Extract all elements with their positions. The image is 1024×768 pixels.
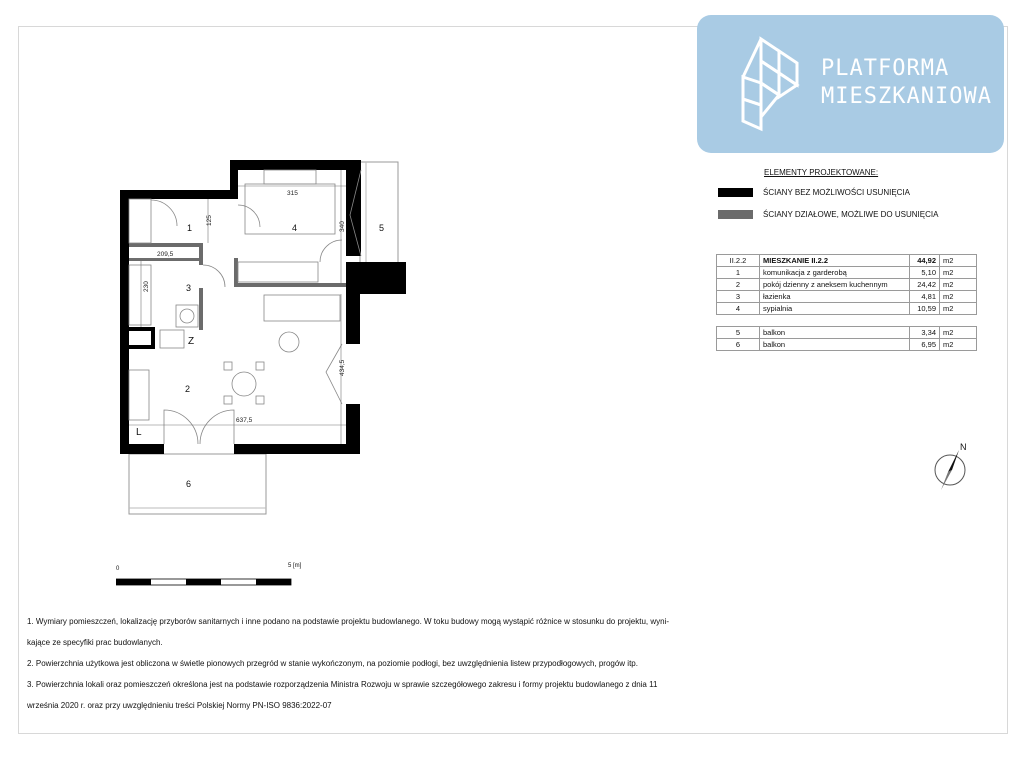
table-row [717, 291, 977, 303]
fixtures [129, 170, 361, 444]
balcony-no: 5 [717, 327, 760, 339]
room-5-label: 5 [379, 223, 385, 233]
apartment-name: MIESZKANIE II.2.2 [760, 255, 910, 267]
unit: m2 [940, 327, 977, 339]
unit: m2 [940, 339, 977, 351]
apartment-area: 44,92 [910, 255, 940, 267]
marker-l: L [136, 427, 142, 438]
balcony-area: 3,34 [910, 327, 940, 339]
dimension-lines [129, 170, 346, 444]
legend-label: ŚCIANY DZIAŁOWE, MOŻLIWE DO USUNIĘCIA [763, 210, 939, 219]
table-row [717, 303, 977, 315]
room-no: 2 [717, 279, 760, 291]
room-6-label: 6 [186, 479, 192, 489]
balcony-6-outline [129, 454, 266, 514]
room-name: komunikacja z garderobą [760, 267, 910, 279]
marker-z: Z [188, 336, 195, 347]
room-no: 1 [717, 267, 760, 279]
table-row [717, 279, 977, 291]
rooms-table [716, 254, 977, 315]
table-header-row [717, 255, 977, 267]
dim-230: 230 [143, 281, 150, 292]
balcony-name: balkon [760, 339, 910, 351]
dim-637-5: 637,5 [236, 417, 253, 424]
note-3b: września 2020 r. oraz przy uwzględnieniu treści Polskiej Normy PN-ISO 9836:2022-07 [27, 701, 332, 710]
unit: m2 [940, 267, 977, 279]
scale-end-label: 5 [m] [288, 563, 302, 569]
dim-125: 125 [206, 215, 213, 226]
balcony-name: balkon [760, 327, 910, 339]
table-row [717, 327, 977, 339]
room-name: sypialnia [760, 303, 910, 315]
unit: m2 [940, 279, 977, 291]
note-2: 2. Powierzchnia użytkowa jest obliczona w świetle pionowych przegród w stanie wykończonym, na poziomie podłogi, bez uwzględnienia listew przypodłogowych, progów itp. [27, 659, 638, 668]
brand-logo[interactable] [697, 15, 1004, 153]
dim-434-5: 434,5 [339, 359, 346, 376]
structural-walls [120, 160, 406, 454]
room-name: łazienka [760, 291, 910, 303]
scale-start-label: 0 [116, 566, 120, 572]
room-4-label: 4 [292, 223, 298, 233]
room-area: 10,59 [910, 303, 940, 315]
room-1-label: 1 [187, 223, 193, 233]
compass-icon [928, 438, 978, 490]
room-3-label: 3 [186, 283, 192, 293]
balconies-table [716, 326, 977, 351]
unit: m2 [940, 303, 977, 315]
room-no: 4 [717, 303, 760, 315]
room-area: 24,42 [910, 279, 940, 291]
dim-209-5: 209,5 [157, 251, 174, 258]
logo-line-2: MIESZKANIOWA [821, 84, 992, 109]
note-1a: 1. Wymiary pomieszczeń, lokalizację przyborów sanitarnych i inne podano na podstawie projektu budowlanego. W toku budowy mogą wystąpić różnice w stosunku do projektu, wyni- [27, 617, 670, 626]
table-row [717, 267, 977, 279]
legend-label: ŚCIANY BEZ MOŻLIWOŚCI USUNIĘCIA [763, 188, 910, 197]
scale-bar [116, 578, 296, 586]
legend-title: ELEMENTY PROJEKTOWANE: [764, 168, 879, 177]
room-name: pokój dzienny z aneksem kuchennym [760, 279, 910, 291]
compass-north-label: N [960, 442, 967, 452]
logo-line-1: PLATFORMA [821, 56, 950, 81]
dim-340: 340 [339, 221, 346, 232]
apartment-code: II.2.2 [717, 255, 760, 267]
dim-315: 315 [287, 190, 298, 197]
cube-logo-icon [733, 35, 803, 135]
note-3a: 3. Powierzchnia lokali oraz pomieszczeń określona jest na podstawie rozporządzenia Ministra Rozwoju w sprawie szczegółowego zakresu i formy projektu budowlanego z dnia 11 [27, 680, 658, 689]
unit: m2 [940, 255, 977, 267]
partition-wall-swatch [718, 210, 753, 219]
room-no: 3 [717, 291, 760, 303]
room-2-label: 2 [185, 384, 191, 394]
unit: m2 [940, 291, 977, 303]
balcony-area: 6,95 [910, 339, 940, 351]
room-area: 5,10 [910, 267, 940, 279]
footnotes [27, 611, 727, 716]
floor-plan [100, 150, 420, 590]
room-area: 4,81 [910, 291, 940, 303]
balcony-no: 6 [717, 339, 760, 351]
note-1b: kające ze specyfiki prac budowlanych. [27, 638, 163, 647]
structural-wall-swatch [718, 188, 753, 197]
table-row [717, 339, 977, 351]
